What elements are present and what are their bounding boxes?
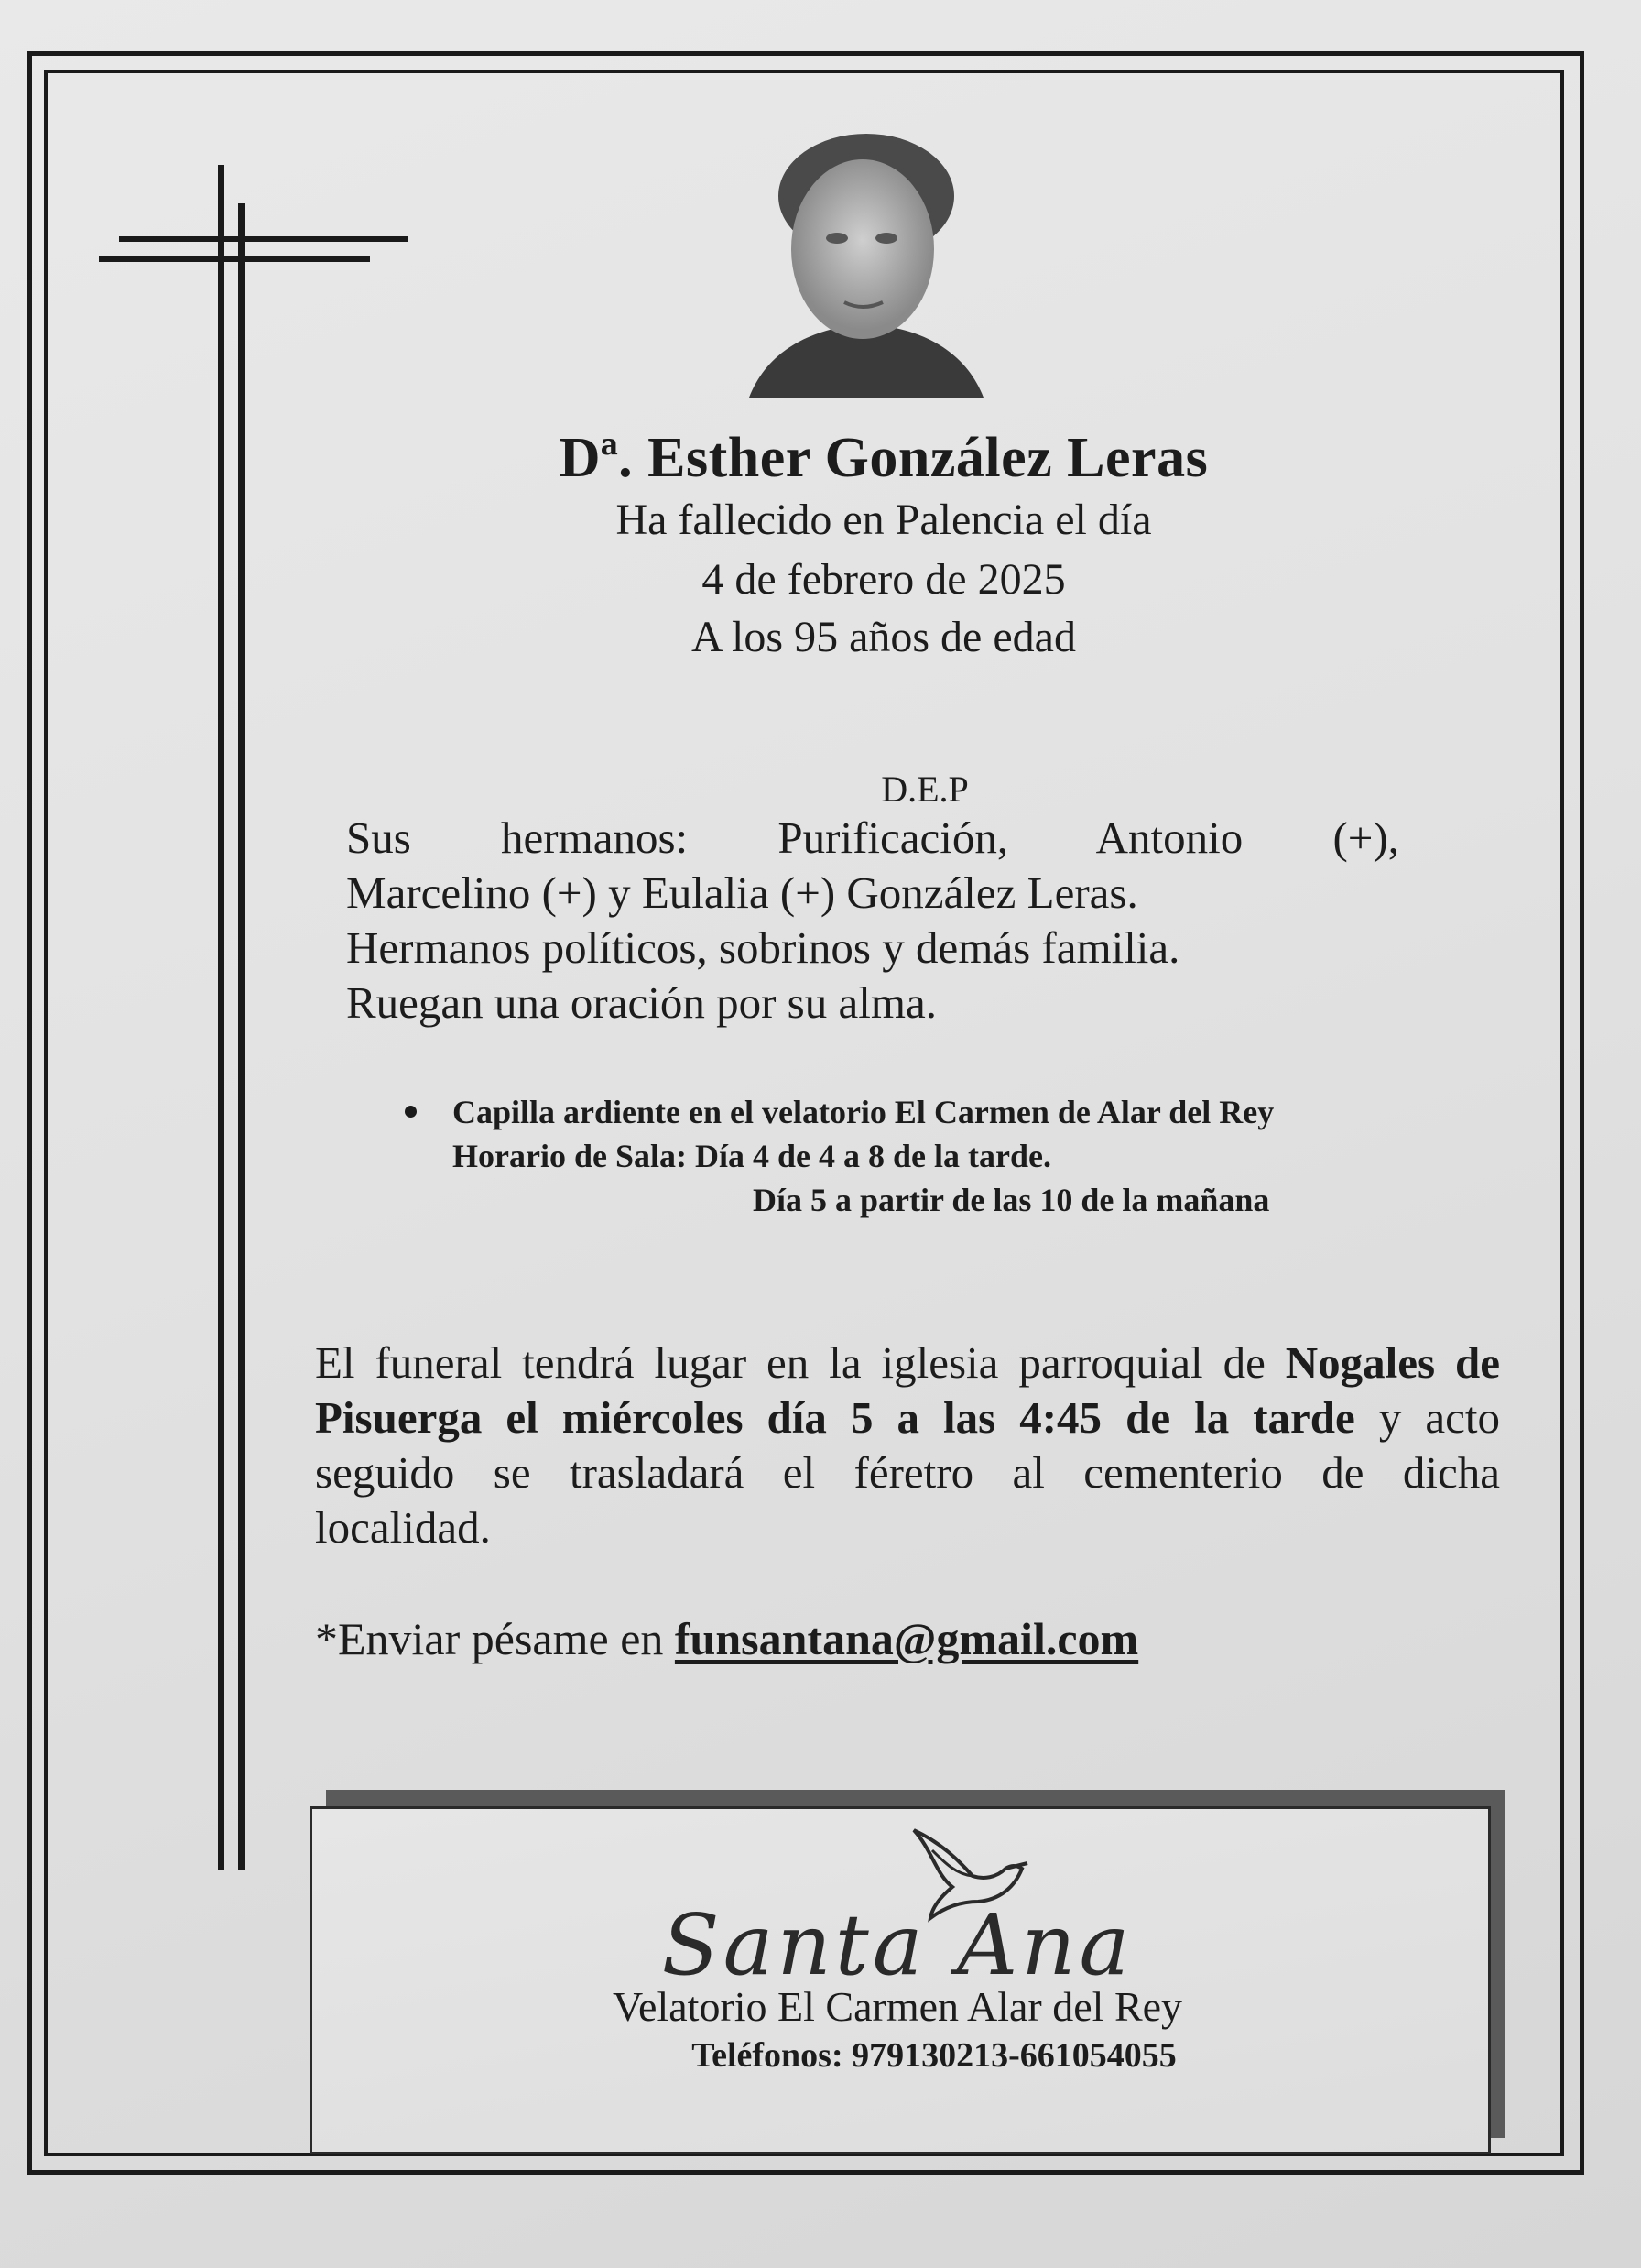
cross-vertical-bar-shadow xyxy=(238,203,245,1870)
funeral-line: seguido se trasladará el féretro al cementerio de dicha xyxy=(315,1447,1500,1498)
hours-line: Día 5 a partir de las 10 de la mañana xyxy=(753,1182,1270,1218)
family-line: Ruegan una oración por su alma. xyxy=(346,977,937,1028)
funeral-text: El funeral tendrá lugar en la iglesia parroquial de xyxy=(315,1337,1286,1388)
funeral-paragraph xyxy=(315,1336,1500,1555)
portrait-photo xyxy=(749,130,984,398)
condolence-prefix: *Enviar pésame en xyxy=(315,1613,675,1664)
death-place-line: Ha fallecido en Palencia el día xyxy=(615,496,1152,544)
family-line: Sus hermanos: Purificación, Antonio (+), xyxy=(346,812,1399,863)
funeral-place: Nogales de xyxy=(1285,1337,1500,1388)
age-line: A los 95 años de edad xyxy=(691,613,1076,661)
chapel-info xyxy=(452,1090,1274,1222)
funeral-text: y acto xyxy=(1354,1392,1500,1443)
chapel-line: Capilla ardiente en el velatorio El Carmen de Alar del Rey xyxy=(452,1094,1275,1130)
funeral-line xyxy=(315,1336,1500,1390)
phone-numbers: Teléfonos: 979130213-661054055 xyxy=(691,2036,1177,2075)
condolence-email-link[interactable]: funsantana@gmail.com xyxy=(674,1613,1139,1664)
hours-line: Horario de Sala: Día 4 de 4 a 8 de la tarde. xyxy=(452,1138,1051,1174)
cross-horizontal-bar xyxy=(119,236,408,242)
family-line: Hermanos políticos, sobrinos y demás familia. xyxy=(346,922,1180,973)
velatorio-name: Velatorio El Carmen Alar del Rey xyxy=(612,1983,1183,2030)
funeral-line xyxy=(315,1390,1500,1445)
funeral-time: Pisuerga el miércoles día 5 a las 4:45 de la tarde xyxy=(315,1392,1355,1443)
dep-label: D.E.P xyxy=(881,769,969,810)
family-line: Marcelino (+) y Eulalia (+) González Leras. xyxy=(346,867,1138,918)
condolence-line xyxy=(315,1612,1138,1665)
funeral-line: localidad. xyxy=(315,1502,491,1553)
bullet-icon xyxy=(405,1106,417,1118)
cross-horizontal-bar-shadow xyxy=(99,256,370,262)
cross-vertical-bar xyxy=(218,165,224,1870)
family-paragraph xyxy=(346,811,1399,1030)
funeral-home-logo-text: Santa Ana xyxy=(661,1896,1134,1994)
deceased-name: Dª. Esther González Leras xyxy=(559,427,1209,489)
death-date: 4 de febrero de 2025 xyxy=(701,555,1066,604)
